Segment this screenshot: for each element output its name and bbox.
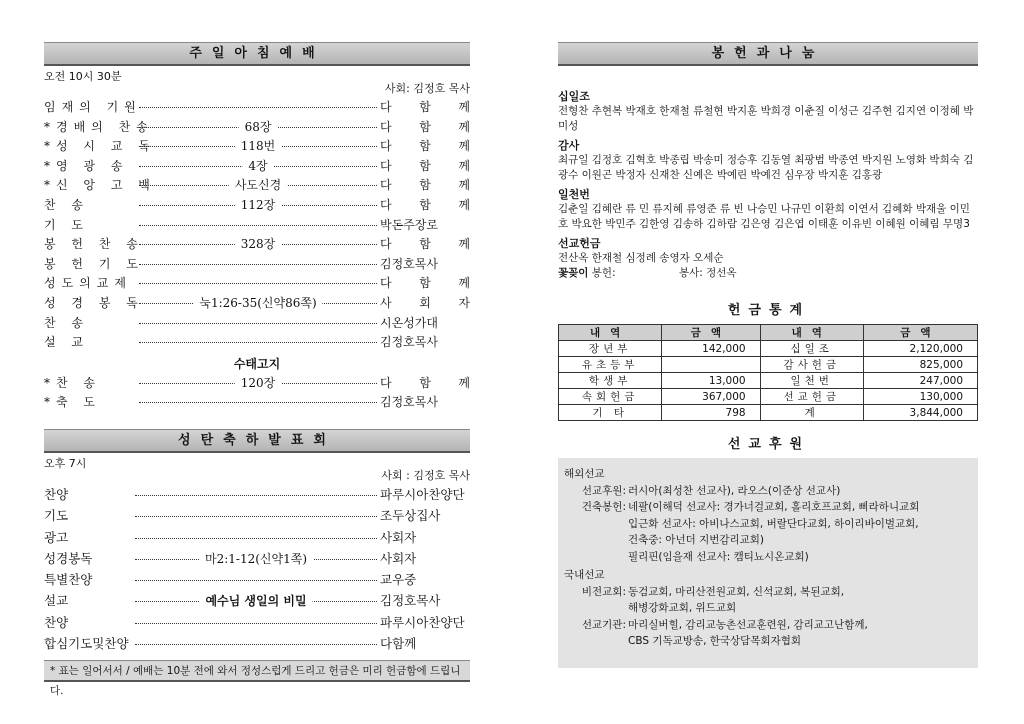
order-item-leader: 다 함 께 <box>380 237 470 252</box>
order-row <box>44 506 470 527</box>
stats-row <box>559 405 978 421</box>
mission-body <box>628 483 972 500</box>
offering-category-names: 최규일 김정호 김혁호 박종립 박송미 정승후 김동열 최팡범 박종연 박지원 노영화 박희숙 김광수 이원곤 박정자 신재찬 신예은 박예린 박예건 심우장 박지훈 김홍광 <box>558 154 974 181</box>
mission-body <box>628 499 972 565</box>
order-item-detail: 328장 <box>235 235 282 252</box>
order-item-detail: 사도신경 <box>229 176 287 193</box>
stats-amount <box>662 357 760 373</box>
stats-item: 기 타 <box>559 405 662 421</box>
order-row <box>44 333 470 353</box>
stats-amount: 130,000 <box>863 389 977 405</box>
order-item-leader: 파루시아찬양단 <box>380 614 465 630</box>
order-item-leader: 사회자 <box>380 529 417 545</box>
right-column <box>558 42 980 668</box>
dotted-leader <box>139 375 377 390</box>
order-item-name: 성도의교제 <box>44 276 132 291</box>
order-item-leader: 사 회 자 <box>380 295 470 310</box>
offering-category-names: 전산옥 한재철 심정례 송영자 오세순 <box>558 252 724 264</box>
christmas-time: 오후 7시 <box>44 456 87 470</box>
order-item-leader: 시온성가대 <box>380 315 438 330</box>
order-item-name: 합심기도및찬양 <box>44 635 129 651</box>
order-item-name: 기도 <box>44 508 69 524</box>
order-item-detail: 눅1:26-35(신약86쪽) <box>193 294 322 311</box>
worship-title: 주일아침예배 <box>44 42 470 66</box>
order-item-leader: 김정호목사 <box>380 256 438 271</box>
mission-line: 마리실버힐, 감리교농촌선교훈련원, 감리교고난함께, <box>628 618 868 631</box>
order-item-leader: 교우중 <box>380 572 417 588</box>
stats-row <box>559 389 978 405</box>
order-item-name: *찬 송 <box>44 375 101 390</box>
order-row <box>44 634 470 655</box>
stats-item: 계 <box>760 405 863 421</box>
order-item-detail: 4장 <box>242 157 273 174</box>
mission-line: 필리핀(임을재 선교사: 캠티뇨시온교회) <box>628 550 809 563</box>
dotted-leader <box>135 623 377 624</box>
dotted-leader <box>139 158 377 173</box>
dotted-leader <box>135 551 377 566</box>
mission-row <box>564 483 972 500</box>
order-item-name: 특별찬양 <box>44 572 93 588</box>
offering-category-names: 김춘일 김혜란 류 민 류지혜 류영준 류 빈 나승민 나규민 이환희 이연서 김혜화 박재울 이민호 박요한 박민주 김한영 김송하 김하람 김은영 김은엽 이태훈 이유빈 이혜원 이혜림 무명3 <box>558 203 970 230</box>
stats-amount: 798 <box>662 405 760 421</box>
order-row <box>44 157 470 177</box>
order-item-name: *성 시 교 독 <box>44 139 156 154</box>
order-item-detail: 마2:1-12(신약1쪽) <box>199 550 313 567</box>
order-item-detail: 예수님 생일의 비밀 <box>199 592 312 609</box>
order-row <box>44 118 470 138</box>
mission-line: 동검교회, 마리산전원교회, 신석교회, 복된교회, <box>628 585 845 598</box>
sermon-title: 수태고지 <box>233 356 281 371</box>
order-item-detail: 112장 <box>235 196 282 213</box>
order-row <box>44 314 470 334</box>
stats-row <box>559 341 978 357</box>
offering-category-label: 십일조 <box>558 90 590 103</box>
order-item-leader: 박돈주장로 <box>380 217 438 232</box>
mission-category: 비전교회: <box>581 585 626 598</box>
order-row <box>44 613 470 634</box>
mission-line: 해병강화교회, 위드교회 <box>628 602 737 614</box>
order-item-leader: 다함께 <box>380 635 417 651</box>
order-row <box>44 274 470 294</box>
stats-header: 내역 <box>760 325 863 341</box>
order-row <box>44 485 470 506</box>
dotted-leader <box>139 107 377 108</box>
dotted-leader <box>135 516 377 517</box>
dotted-leader <box>139 178 377 193</box>
order-row <box>44 549 470 570</box>
flower-label: 꽃꽂이 <box>558 267 589 279</box>
mission-category: 선교후원: <box>581 484 626 497</box>
order-item-name: 기 도 <box>44 217 89 232</box>
stats-item: 장년부 <box>559 341 662 357</box>
mission-line: CBS 기독교방송, 한국상담목회자협회 <box>628 635 802 647</box>
order-item-name: 찬양 <box>44 614 69 630</box>
stats-amount: 142,000 <box>662 341 760 357</box>
offering-title: 봉헌과나눔 <box>558 42 978 66</box>
order-item-name: *축 도 <box>44 395 101 410</box>
worship-closing <box>44 374 470 413</box>
order-item-leader: 파루시아찬양단 <box>380 486 465 502</box>
left-column <box>44 42 470 655</box>
order-item-leader: 다 함 께 <box>380 158 470 173</box>
order-item-name: 임재의 기원 <box>44 100 142 114</box>
domestic-label: 국내선교 <box>564 569 605 581</box>
order-row <box>44 591 470 612</box>
order-item-name: 찬양 <box>44 486 69 502</box>
dotted-leader <box>139 402 377 403</box>
mission-line: 네팔(이해덕 선교사: 경가너걸교회, 홀리호프교회, 삐라하니교회 <box>628 501 920 513</box>
order-item-name: *신 앙 고 백 <box>44 178 156 193</box>
dotted-leader <box>135 495 377 496</box>
mission-category: 선교기관: <box>581 618 626 631</box>
stats-amount: 3,844,000 <box>863 405 977 421</box>
order-item-name: 설 교 <box>44 335 89 350</box>
order-item-leader: 사회자 <box>380 550 417 566</box>
mission-row <box>564 617 972 650</box>
dotted-leader <box>139 342 377 343</box>
order-row <box>44 98 470 118</box>
order-row <box>44 235 470 255</box>
stats-item: 유초등부 <box>559 357 662 373</box>
offering-category-names: 전형찬 추현복 박재호 한재철 류철현 박지훈 박희경 이춘질 이성근 김주현 김지연 이정혜 박미성 <box>558 105 974 132</box>
domestic-list <box>564 584 972 650</box>
order-item-leader: 다 함 께 <box>380 139 470 154</box>
order-item-leader: 다 함 께 <box>380 119 470 134</box>
order-item-leader: 다 함 께 <box>380 100 470 114</box>
dotted-leader <box>139 264 377 265</box>
flower-server: 봉사: 정선옥 <box>678 267 737 279</box>
order-row <box>44 255 470 275</box>
stats-item: 일천번 <box>760 373 863 389</box>
stats-amount: 825,000 <box>863 357 977 373</box>
worship-time: 오전 10시 30분 <box>44 70 122 83</box>
mission-category: 건축봉헌: <box>581 501 626 513</box>
order-row <box>44 570 470 591</box>
christmas-presider: 사회 : 김정호 목사 <box>381 468 470 482</box>
mission-row <box>564 499 972 565</box>
offering-category-label: 선교헌금 <box>558 237 601 250</box>
stats-item: 감사헌금 <box>760 357 863 373</box>
stats-row <box>559 373 978 389</box>
flower-text: 봉헌: <box>591 267 616 279</box>
mission-support-box <box>558 458 978 668</box>
order-item-name: 성경봉독 <box>44 550 93 566</box>
offering-category-label: 일천번 <box>558 188 590 201</box>
order-row <box>44 528 470 549</box>
order-item-name: 봉 헌 찬 송 <box>44 237 144 252</box>
flower-row <box>558 266 980 281</box>
order-item-leader: 다 함 께 <box>380 375 470 390</box>
overseas-label: 해외선교 <box>564 468 605 480</box>
mission-body <box>628 584 972 617</box>
stats-header: 내역 <box>559 325 662 341</box>
stats-item: 학생부 <box>559 373 662 389</box>
order-row <box>44 393 470 413</box>
stats-amount: 367,000 <box>662 389 760 405</box>
mission-title: 선교후원 <box>727 437 811 452</box>
order-item-name: 성 경 봉 독 <box>44 295 144 310</box>
worship-order <box>44 98 470 353</box>
dotted-leader <box>135 594 377 609</box>
dotted-leader <box>139 323 377 324</box>
order-item-name: *경배의 찬송 <box>44 119 154 134</box>
dotted-leader <box>139 139 377 154</box>
dotted-leader <box>139 237 377 252</box>
stats-amount: 2,120,000 <box>863 341 977 357</box>
order-item-leader: 김정호목사 <box>380 395 438 410</box>
overseas-list <box>564 483 972 566</box>
order-item-leader: 다 함 께 <box>380 197 470 212</box>
offering-category-label: 감사 <box>558 139 580 152</box>
order-item-detail: 120장 <box>235 374 282 391</box>
order-item-leader: 다 함 께 <box>380 276 470 291</box>
dotted-leader <box>139 295 377 310</box>
mission-line: 건축중: 아넌더 지번감리교회) <box>628 534 765 546</box>
offering-sections <box>558 88 980 266</box>
mission-body <box>628 617 972 650</box>
order-item-detail: 118번 <box>235 137 282 154</box>
dotted-leader <box>139 225 377 226</box>
mission-line: 러시아(최성찬 선교사), 라오스(이준상 선교사) <box>628 484 841 497</box>
stats-header: 금액 <box>662 325 760 341</box>
order-item-leader: 김정호목사 <box>380 335 438 350</box>
mission-line: 입근화 선교사: 아비나스교회, 버랄단다교회, 하이리바이벌교회, <box>628 517 919 530</box>
stats-amount: 13,000 <box>662 373 760 389</box>
order-item-name: 설교 <box>44 593 69 609</box>
order-row <box>44 196 470 216</box>
order-row <box>44 216 470 236</box>
christmas-title: 성탄축하발표회 <box>44 429 470 453</box>
dotted-leader <box>135 644 377 645</box>
order-item-name: 광고 <box>44 529 69 545</box>
order-row <box>44 137 470 157</box>
dotted-leader <box>139 119 377 134</box>
mission-row <box>564 584 972 617</box>
order-row <box>44 176 470 196</box>
stats-item: 속회헌금 <box>559 389 662 405</box>
dotted-leader <box>135 538 377 539</box>
order-row <box>44 294 470 314</box>
worship-presider: 사회: 김정호 목사 <box>384 82 470 95</box>
order-item-leader: 조두상집사 <box>380 508 441 524</box>
order-item-name: 찬 송 <box>44 315 89 330</box>
stats-title: 헌금통계 <box>727 303 811 318</box>
christmas-order <box>44 485 470 655</box>
dotted-leader <box>139 197 377 212</box>
order-item-name: 찬 송 <box>44 197 89 212</box>
stats-item: 선교헌금 <box>760 389 863 405</box>
order-item-detail: 68장 <box>239 118 278 135</box>
order-item-leader: 김정호목사 <box>380 593 441 609</box>
order-item-name: 봉 헌 기 도 <box>44 256 144 271</box>
stats-item: 십일조 <box>760 341 863 357</box>
dotted-leader <box>139 283 377 284</box>
stats-row <box>559 357 978 373</box>
dotted-leader <box>135 580 377 581</box>
order-item-name: *영 광 송 <box>44 158 129 173</box>
offering-stats-table <box>558 324 978 421</box>
stats-header: 금액 <box>863 325 977 341</box>
footnote: * 표는 일어서서 / 예배는 10분 전에 와서 정성스럽게 드리고 헌금은 미리 헌금함에 드립니다. <box>44 660 470 682</box>
order-item-leader: 다 함 께 <box>380 178 470 193</box>
stats-amount: 247,000 <box>863 373 977 389</box>
order-row <box>44 374 470 394</box>
